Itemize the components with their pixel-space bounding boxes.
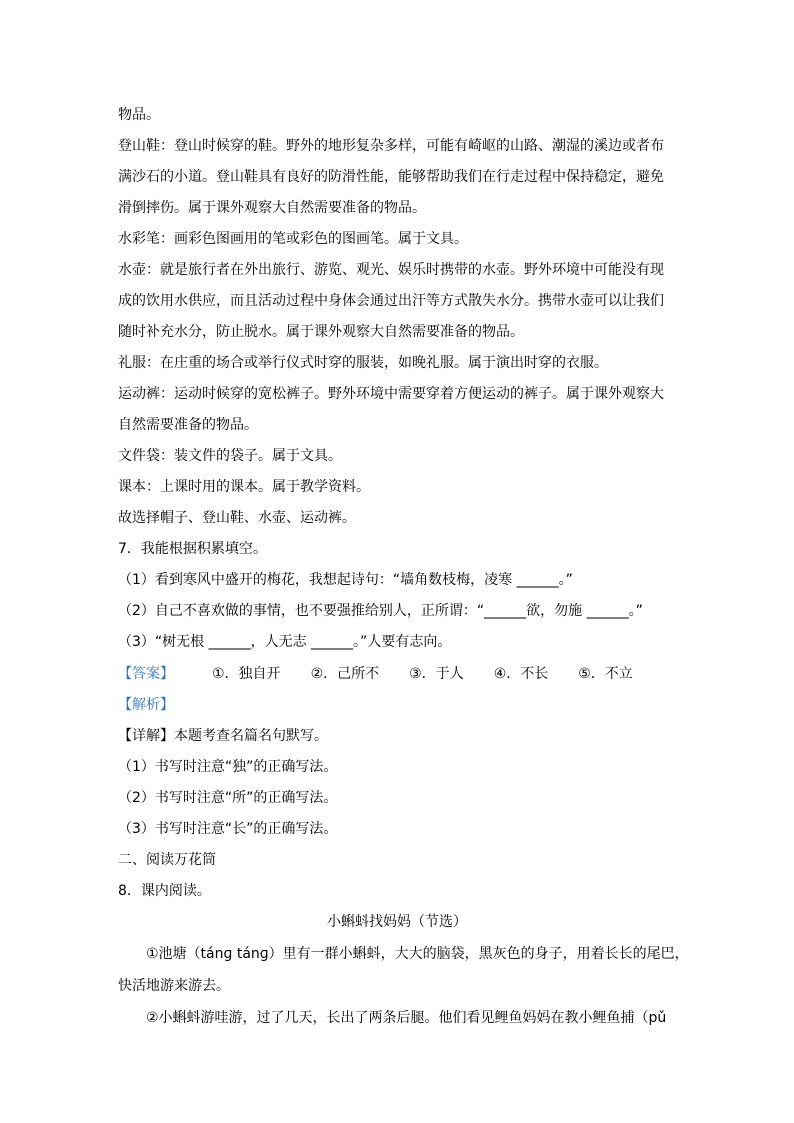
text-line: 自然需要准备的物品。 — [118, 417, 258, 433]
text-line: 水彩笔：画彩色图画用的笔或彩色的图画笔。属于文具。 — [118, 231, 468, 247]
text-line: 文件袋：装文件的袋子。属于文具。 — [118, 448, 342, 464]
passage-paragraph: ①池塘（tánɡ tánɡ）里有一群小蝌蚪，大大的脑袋，黑灰色的身子，用着长长的尾巴， — [146, 946, 689, 962]
text-line: 物品。 — [118, 107, 160, 123]
answer-item: ④．不长 — [493, 666, 549, 682]
section-heading: 二、阅读万花筒 — [118, 852, 216, 868]
answer-item: ②．己所不 — [310, 666, 380, 682]
text-line: 故选择帽子、登山鞋、水壶、运动裤。 — [118, 510, 356, 526]
text-line: 课本：上课时用的课本。属于教学资料。 — [118, 479, 370, 495]
answer-item: ①．独自开 — [212, 666, 281, 682]
analysis-label: 【解析】 — [118, 697, 174, 713]
text-line: 运动裤：运动时候穿的宽松裤子。野外环境中需要穿着方便运动的裤子。属于课外观察大 — [118, 386, 664, 402]
answer-line — [118, 664, 663, 684]
text-line: （1）看到寒风中盛开的梅花，我想起诗句：“墙角数枝梅，凌寒 ______。” — [118, 572, 573, 588]
question-heading: 8．课内阅读。 — [118, 883, 211, 899]
text-line: （2）自己不喜欢做的事情，也不要强推给别人，正所谓：“______欲，勿施 ______。” — [118, 603, 643, 619]
text-line: （2）书写时注意“所”的正确写法。 — [118, 790, 338, 806]
answer-item: ③．于人 — [409, 666, 464, 682]
text-line: 满沙石的小道。登山鞋具有良好的防滑性能，能够帮助我们在行走过程中保持稳定，避免 — [118, 169, 664, 185]
answer-item: ⑤．不立 — [578, 666, 633, 682]
text-line: （1）书写时注意“独”的正确写法。 — [118, 759, 338, 775]
text-line: 随时补充水分，防止脱水。属于课外观察大自然需要准备的物品。 — [118, 324, 524, 340]
text-line: 礼服：在庄重的场合或举行仪式时穿的服装，如晚礼服。属于演出时穿的衣服。 — [118, 355, 608, 371]
passage-paragraph: ②小蝌蚪游哇游，过了几天，长出了两条后腿。他们看见鲤鱼妈妈在教小鲤鱼捕（pǔ — [146, 1010, 667, 1026]
text-line: 成的饮用水供应，而且活动过程中身体会通过出汗等方式散失水分。携带水壶可以让我们 — [118, 293, 664, 309]
passage-paragraph: 快活地游来游去。 — [118, 978, 230, 994]
text-line: 水壶：就是旅行者在外出旅行、游览、观光、娱乐时携带的水壶。野外环境中可能没有现 — [118, 262, 664, 278]
text-line: 滑倒摔伤。属于课外观察大自然需要准备的物品。 — [118, 200, 426, 216]
text-line: 登山鞋：登山时候穿的鞋。野外的地形复杂多样，可能有崎岖的山路、潮湿的溪边或者布 — [118, 138, 664, 154]
question-heading: 7．我能根据积累填空。 — [118, 541, 267, 557]
text-line: 【详解】本题考查名篇名句默写。 — [118, 728, 328, 744]
text-line: （3）“树无根 ______，人无志 ______。”人要有志向。 — [118, 634, 452, 650]
answer-label: 【答案】 — [118, 666, 174, 682]
text-line: （3）书写时注意“长”的正确写法。 — [118, 821, 338, 837]
passage-title: 小蝌蚪找妈妈（节选） — [327, 914, 467, 930]
